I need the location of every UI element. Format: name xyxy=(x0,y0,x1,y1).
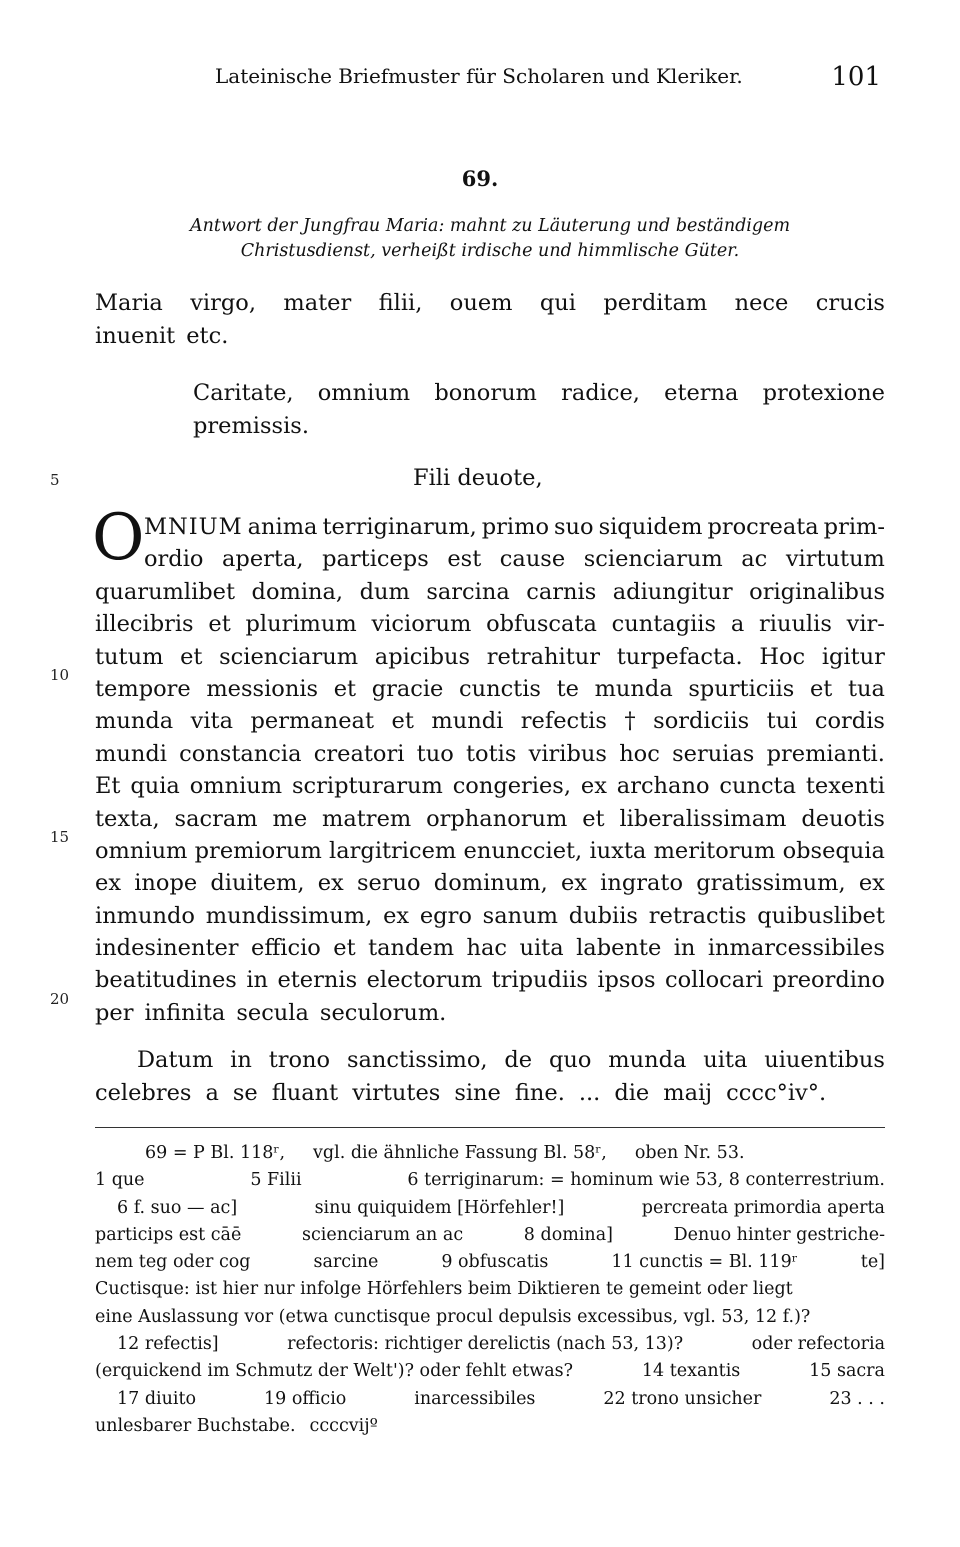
word: domina, xyxy=(251,578,344,605)
word: igitur xyxy=(821,643,885,670)
footnote-entry: 69 = P Bl. 118ʳ, xyxy=(145,1143,286,1163)
word: liberalissimam xyxy=(619,805,787,832)
word: die xyxy=(614,1080,650,1106)
greeting-line xyxy=(193,377,885,409)
footnote-entry: refectoris: richtiger derelictis (nach 53, 13)? xyxy=(287,1334,684,1355)
footnote-line xyxy=(95,1304,885,1331)
line-number: 5 xyxy=(50,471,60,489)
section-number: 69. xyxy=(461,166,499,191)
word: quibuslibet xyxy=(757,902,885,929)
word: mundissimum, xyxy=(205,902,373,929)
word: seruias xyxy=(672,740,755,767)
footnote-entry: 12 refectis] xyxy=(117,1334,219,1355)
word: premiorum xyxy=(194,837,322,864)
word: nece xyxy=(734,290,789,316)
word: gratissimum, xyxy=(696,870,846,897)
footnote-entry: 6 terriginarum: = hominum wie 53, 8 conterrestrium. xyxy=(407,1170,885,1191)
footnote-line xyxy=(95,1358,885,1385)
word: viciorum xyxy=(371,611,472,638)
word: indesinenter xyxy=(95,935,239,962)
word: crucis xyxy=(815,290,885,316)
body-line xyxy=(95,641,885,673)
body-line xyxy=(95,964,885,996)
word: Hoc xyxy=(759,643,806,670)
word: est xyxy=(447,546,482,573)
word: turpefacta. xyxy=(616,643,743,670)
footnote-line xyxy=(95,1140,885,1167)
word: prim- xyxy=(823,514,885,540)
footnote-entry: Cuctisque: ist hier nur infolge Hörfehlers beim Diktieren te gemeint oder liegt xyxy=(95,1279,793,1300)
word: qui xyxy=(539,290,576,316)
word: ouem xyxy=(449,290,513,316)
word: protexione xyxy=(762,380,885,406)
word: mundi xyxy=(431,708,504,735)
word: obfuscata xyxy=(486,611,597,638)
word: te xyxy=(556,675,579,702)
word: et xyxy=(333,935,356,962)
word: tandem xyxy=(368,935,455,962)
body-line xyxy=(95,867,885,899)
word: sanctissimo, xyxy=(346,1047,488,1073)
word: inuenit xyxy=(95,323,176,349)
word: secula xyxy=(236,999,309,1026)
word: tui xyxy=(766,708,798,735)
word: constancia xyxy=(179,740,302,767)
word: creatori xyxy=(313,740,405,767)
body-line xyxy=(144,511,885,543)
word: quarumlibet xyxy=(95,578,236,605)
word: egro xyxy=(419,902,472,929)
word: bonorum xyxy=(434,380,537,406)
word: retractis xyxy=(648,902,747,929)
footnote-line xyxy=(95,1276,885,1303)
word: se xyxy=(232,1080,258,1106)
word: de xyxy=(504,1047,533,1073)
word: terriginarum, xyxy=(322,514,477,540)
word: dum xyxy=(359,578,410,605)
running-title: Lateinische Briefmuster für Scholaren und Kleriker. xyxy=(215,64,743,88)
footnote-rule xyxy=(95,1127,885,1128)
word: orphanorum xyxy=(426,805,568,832)
salutatio xyxy=(95,287,885,319)
word: cause xyxy=(499,546,566,573)
word: dubiis xyxy=(568,902,638,929)
word: filii, xyxy=(378,290,423,316)
word: tutum xyxy=(95,643,164,670)
word: eterna xyxy=(664,380,739,406)
footnote-entry: 5 Filii xyxy=(250,1170,302,1191)
drop-cap: O xyxy=(92,501,145,575)
word: mundi xyxy=(95,740,167,767)
word: ex xyxy=(95,870,122,897)
word: et xyxy=(391,708,414,735)
word: scripturarum xyxy=(292,773,443,800)
footnote-entry: 11 cunctis = Bl. 119ʳ xyxy=(611,1252,798,1273)
footnote-line xyxy=(95,1195,885,1222)
word: permaneat xyxy=(250,708,375,735)
word: texenti xyxy=(805,773,885,800)
word: scienciarum xyxy=(583,546,723,573)
word: ex xyxy=(858,870,885,897)
word: inope xyxy=(134,870,198,897)
word: etc. xyxy=(186,323,229,349)
footnote-entry: eine Auslassung vor (etwa cunctisque procul depulsis excessibus, vgl. 53, 12 f.)? xyxy=(95,1306,811,1327)
word: riuulis xyxy=(759,611,832,638)
footnote-entry: percreata primordia aperta xyxy=(641,1197,885,1218)
word: ex xyxy=(560,870,587,897)
word: meritorum xyxy=(653,837,776,864)
word: largitricem xyxy=(329,837,457,864)
word: maij xyxy=(663,1080,713,1106)
word: omnium xyxy=(95,837,188,864)
footnote-entry: 9 obfuscatis xyxy=(441,1252,549,1273)
body-line xyxy=(95,576,885,608)
word: diuitem, xyxy=(210,870,305,897)
word: viribus xyxy=(528,740,607,767)
word: hoc xyxy=(619,740,660,767)
footnote-entry: oben Nr. 53. xyxy=(634,1143,745,1163)
body-line xyxy=(95,673,885,705)
word: plurimum xyxy=(245,611,357,638)
word: a xyxy=(730,611,745,638)
word: mater xyxy=(283,290,352,316)
word: sacram xyxy=(174,805,258,832)
footnote-line xyxy=(95,1249,885,1276)
word: anima xyxy=(247,514,318,540)
footnote-entry: te] xyxy=(860,1252,885,1273)
footnote-entry: 19 officio xyxy=(264,1388,347,1409)
word: seruo xyxy=(356,870,421,897)
word: refectis xyxy=(520,708,607,735)
word: a xyxy=(205,1080,219,1106)
word: cordis xyxy=(814,708,885,735)
word: retrahitur xyxy=(486,643,600,670)
word: Et xyxy=(95,773,121,800)
word: hac xyxy=(466,935,508,962)
page-number: 101 xyxy=(831,62,881,92)
word: Caritate, xyxy=(193,380,294,406)
word: fine. xyxy=(514,1080,565,1106)
word: messionis xyxy=(206,675,319,702)
word: sanum xyxy=(482,902,558,929)
footnote-entry: Denuo hinter gestriche- xyxy=(673,1224,885,1245)
footnote-entry: 22 trono unsicher xyxy=(603,1388,762,1409)
footnote-entry: unlesbarer Buchstabe. xyxy=(95,1415,296,1436)
footnote-line xyxy=(95,1222,885,1249)
word: et xyxy=(582,805,605,832)
word: procreata xyxy=(707,514,819,540)
greeting xyxy=(193,377,885,409)
word: tripudiis xyxy=(491,967,588,994)
word: ex xyxy=(317,870,344,897)
word: electorum xyxy=(366,967,483,994)
line-number: 10 xyxy=(50,666,70,684)
word: in xyxy=(246,967,268,994)
word: trono xyxy=(268,1047,331,1073)
greeting-cont xyxy=(193,410,885,442)
word: tuo xyxy=(416,740,454,767)
word: ordio xyxy=(144,546,204,573)
word: ac xyxy=(741,546,768,573)
word: in xyxy=(230,1047,252,1073)
body-line xyxy=(95,803,885,835)
word: ... xyxy=(578,1080,601,1106)
salutatio-line xyxy=(95,320,885,352)
word: spurticiis xyxy=(688,675,795,702)
body-line xyxy=(95,608,885,640)
word: Datum xyxy=(137,1047,214,1073)
word: apicibus xyxy=(374,643,471,670)
word: cuncta xyxy=(719,773,797,800)
footnote-entry: 17 diuito xyxy=(117,1388,197,1409)
word: uiuentibus xyxy=(764,1047,885,1073)
word: ipsos xyxy=(597,967,656,994)
word: totis xyxy=(466,740,517,767)
footnote-entry: 23 . . . xyxy=(829,1388,885,1409)
word: labente xyxy=(576,935,662,962)
body-line xyxy=(95,997,885,1029)
word: obsequia xyxy=(782,837,885,864)
word: me xyxy=(272,805,308,832)
word: sine xyxy=(454,1080,501,1106)
footnote-entry: nem teg oder cog xyxy=(95,1252,251,1273)
word: virgo, xyxy=(190,290,256,316)
apparatus-criticus xyxy=(95,1140,885,1440)
footnote-line xyxy=(95,1386,885,1413)
datum-cont xyxy=(95,1077,885,1109)
word: munda xyxy=(594,675,673,702)
word: carnis xyxy=(526,578,597,605)
word: Maria xyxy=(95,290,163,316)
word: inmundo xyxy=(95,902,195,929)
word: primo xyxy=(481,514,549,540)
word: munda xyxy=(95,708,174,735)
salutatio-line xyxy=(95,287,885,319)
first-word-rest: MNIUM xyxy=(144,514,243,540)
word: uita xyxy=(519,935,564,962)
word: congeries, xyxy=(452,773,572,800)
word: suo xyxy=(553,514,594,540)
word: tua xyxy=(847,675,885,702)
datum xyxy=(137,1044,885,1076)
word: quo xyxy=(548,1047,592,1073)
word: virtutes xyxy=(352,1080,441,1106)
word: aperta, xyxy=(222,546,304,573)
word: siquidem xyxy=(598,514,703,540)
word: texta, xyxy=(95,805,160,832)
letter-summary xyxy=(120,214,860,264)
word: et xyxy=(208,611,231,638)
word: adiungitur xyxy=(612,578,733,605)
word: infinita xyxy=(144,999,226,1026)
footnote-entry: sarcine xyxy=(313,1252,379,1273)
summary-line: Christusdienst, verheißt irdische und himmlische Güter. xyxy=(240,241,740,261)
footnote-entry: 1 que xyxy=(95,1170,145,1191)
address: Fili deuote, xyxy=(413,465,543,491)
word: tempore xyxy=(95,675,191,702)
word: ingrato xyxy=(600,870,684,897)
word: matrem xyxy=(322,805,412,832)
footnote-entry: ccccvijº xyxy=(309,1415,378,1436)
letter-body xyxy=(95,511,885,1029)
word: sarcina xyxy=(426,578,510,605)
word: virtutum xyxy=(785,546,885,573)
word: enuncciet, xyxy=(463,837,583,864)
body-line xyxy=(95,770,885,802)
word: per xyxy=(95,999,134,1026)
word: illecibris xyxy=(95,611,194,638)
word: ex xyxy=(383,902,410,929)
footnote-entry: 14 texantis xyxy=(641,1361,741,1382)
footnote-entry: inarcessibiles xyxy=(414,1388,536,1409)
word: seculorum. xyxy=(319,999,447,1026)
word: vita xyxy=(190,708,234,735)
word: cuntagiis xyxy=(611,611,717,638)
footnote-entry: 6 f. suo — ac] xyxy=(117,1197,238,1218)
word: archano xyxy=(616,773,710,800)
word: et xyxy=(333,675,357,702)
datum-line xyxy=(137,1044,885,1076)
body-line xyxy=(95,705,885,737)
word: cunctis xyxy=(459,675,541,702)
footnote-entry: particips est cāē xyxy=(95,1224,242,1245)
line-number: 15 xyxy=(50,828,70,846)
footnote-entry: vgl. die ähnliche Fassung Bl. 58ʳ, xyxy=(313,1143,607,1163)
word: et xyxy=(180,643,203,670)
footnote-entry: 8 domina] xyxy=(523,1224,613,1245)
word: celebres xyxy=(95,1080,192,1106)
word: eternis xyxy=(277,967,358,994)
body-line xyxy=(95,900,885,932)
word: scienciarum xyxy=(219,643,359,670)
word: perditam xyxy=(603,290,708,316)
word: dominum, xyxy=(433,870,548,897)
word: gracie xyxy=(371,675,444,702)
footnote-entry: oder refectoria xyxy=(751,1334,885,1355)
word: cccc°iv°. xyxy=(726,1080,827,1106)
word: efficio xyxy=(251,935,321,962)
word: fluant xyxy=(271,1080,339,1106)
footnote-line xyxy=(95,1167,885,1194)
footnote-line xyxy=(95,1331,885,1358)
word: in xyxy=(673,935,696,962)
salutatio-cont xyxy=(95,320,885,352)
word: iuxta xyxy=(589,837,647,864)
word: deuotis xyxy=(801,805,885,832)
greeting-line xyxy=(193,410,885,442)
footnote-line xyxy=(95,1413,885,1440)
word: inmarcessibiles xyxy=(707,935,885,962)
line-number: 20 xyxy=(50,990,70,1008)
word: munda xyxy=(608,1047,687,1073)
body-line xyxy=(95,738,885,770)
word: premissis. xyxy=(193,413,309,439)
word: beatitudines xyxy=(95,967,237,994)
word: uita xyxy=(703,1047,748,1073)
footnote-entry: (erquickend im Schmutz der Welt')? oder fehlt etwas? xyxy=(95,1361,574,1382)
word: quia xyxy=(130,773,180,800)
footnote-entry: 15 sacra xyxy=(809,1361,885,1382)
word: collocari xyxy=(665,967,764,994)
running-header xyxy=(95,64,885,100)
summary-line: Antwort der Jungfrau Maria: mahnt zu Läuterung und beständigem xyxy=(189,216,791,236)
body-line xyxy=(95,932,885,964)
word: sordiciis xyxy=(653,708,750,735)
body-line xyxy=(144,543,885,575)
word: † xyxy=(624,708,636,735)
word: omnium xyxy=(189,773,283,800)
word: vir- xyxy=(846,611,885,638)
datum-line xyxy=(95,1077,885,1109)
word: radice, xyxy=(561,380,640,406)
body-line xyxy=(95,835,885,867)
footnote-entry: sinu quiquidem [Hörfehler!] xyxy=(314,1197,565,1218)
word: particeps xyxy=(322,546,429,573)
word: ex xyxy=(580,773,607,800)
footnote-entry: scienciarum an ac xyxy=(301,1224,464,1245)
word: et xyxy=(809,675,833,702)
word: preordino xyxy=(772,967,885,994)
word: premianti. xyxy=(766,740,885,767)
word: omnium xyxy=(317,380,411,406)
word: originalibus xyxy=(749,578,885,605)
